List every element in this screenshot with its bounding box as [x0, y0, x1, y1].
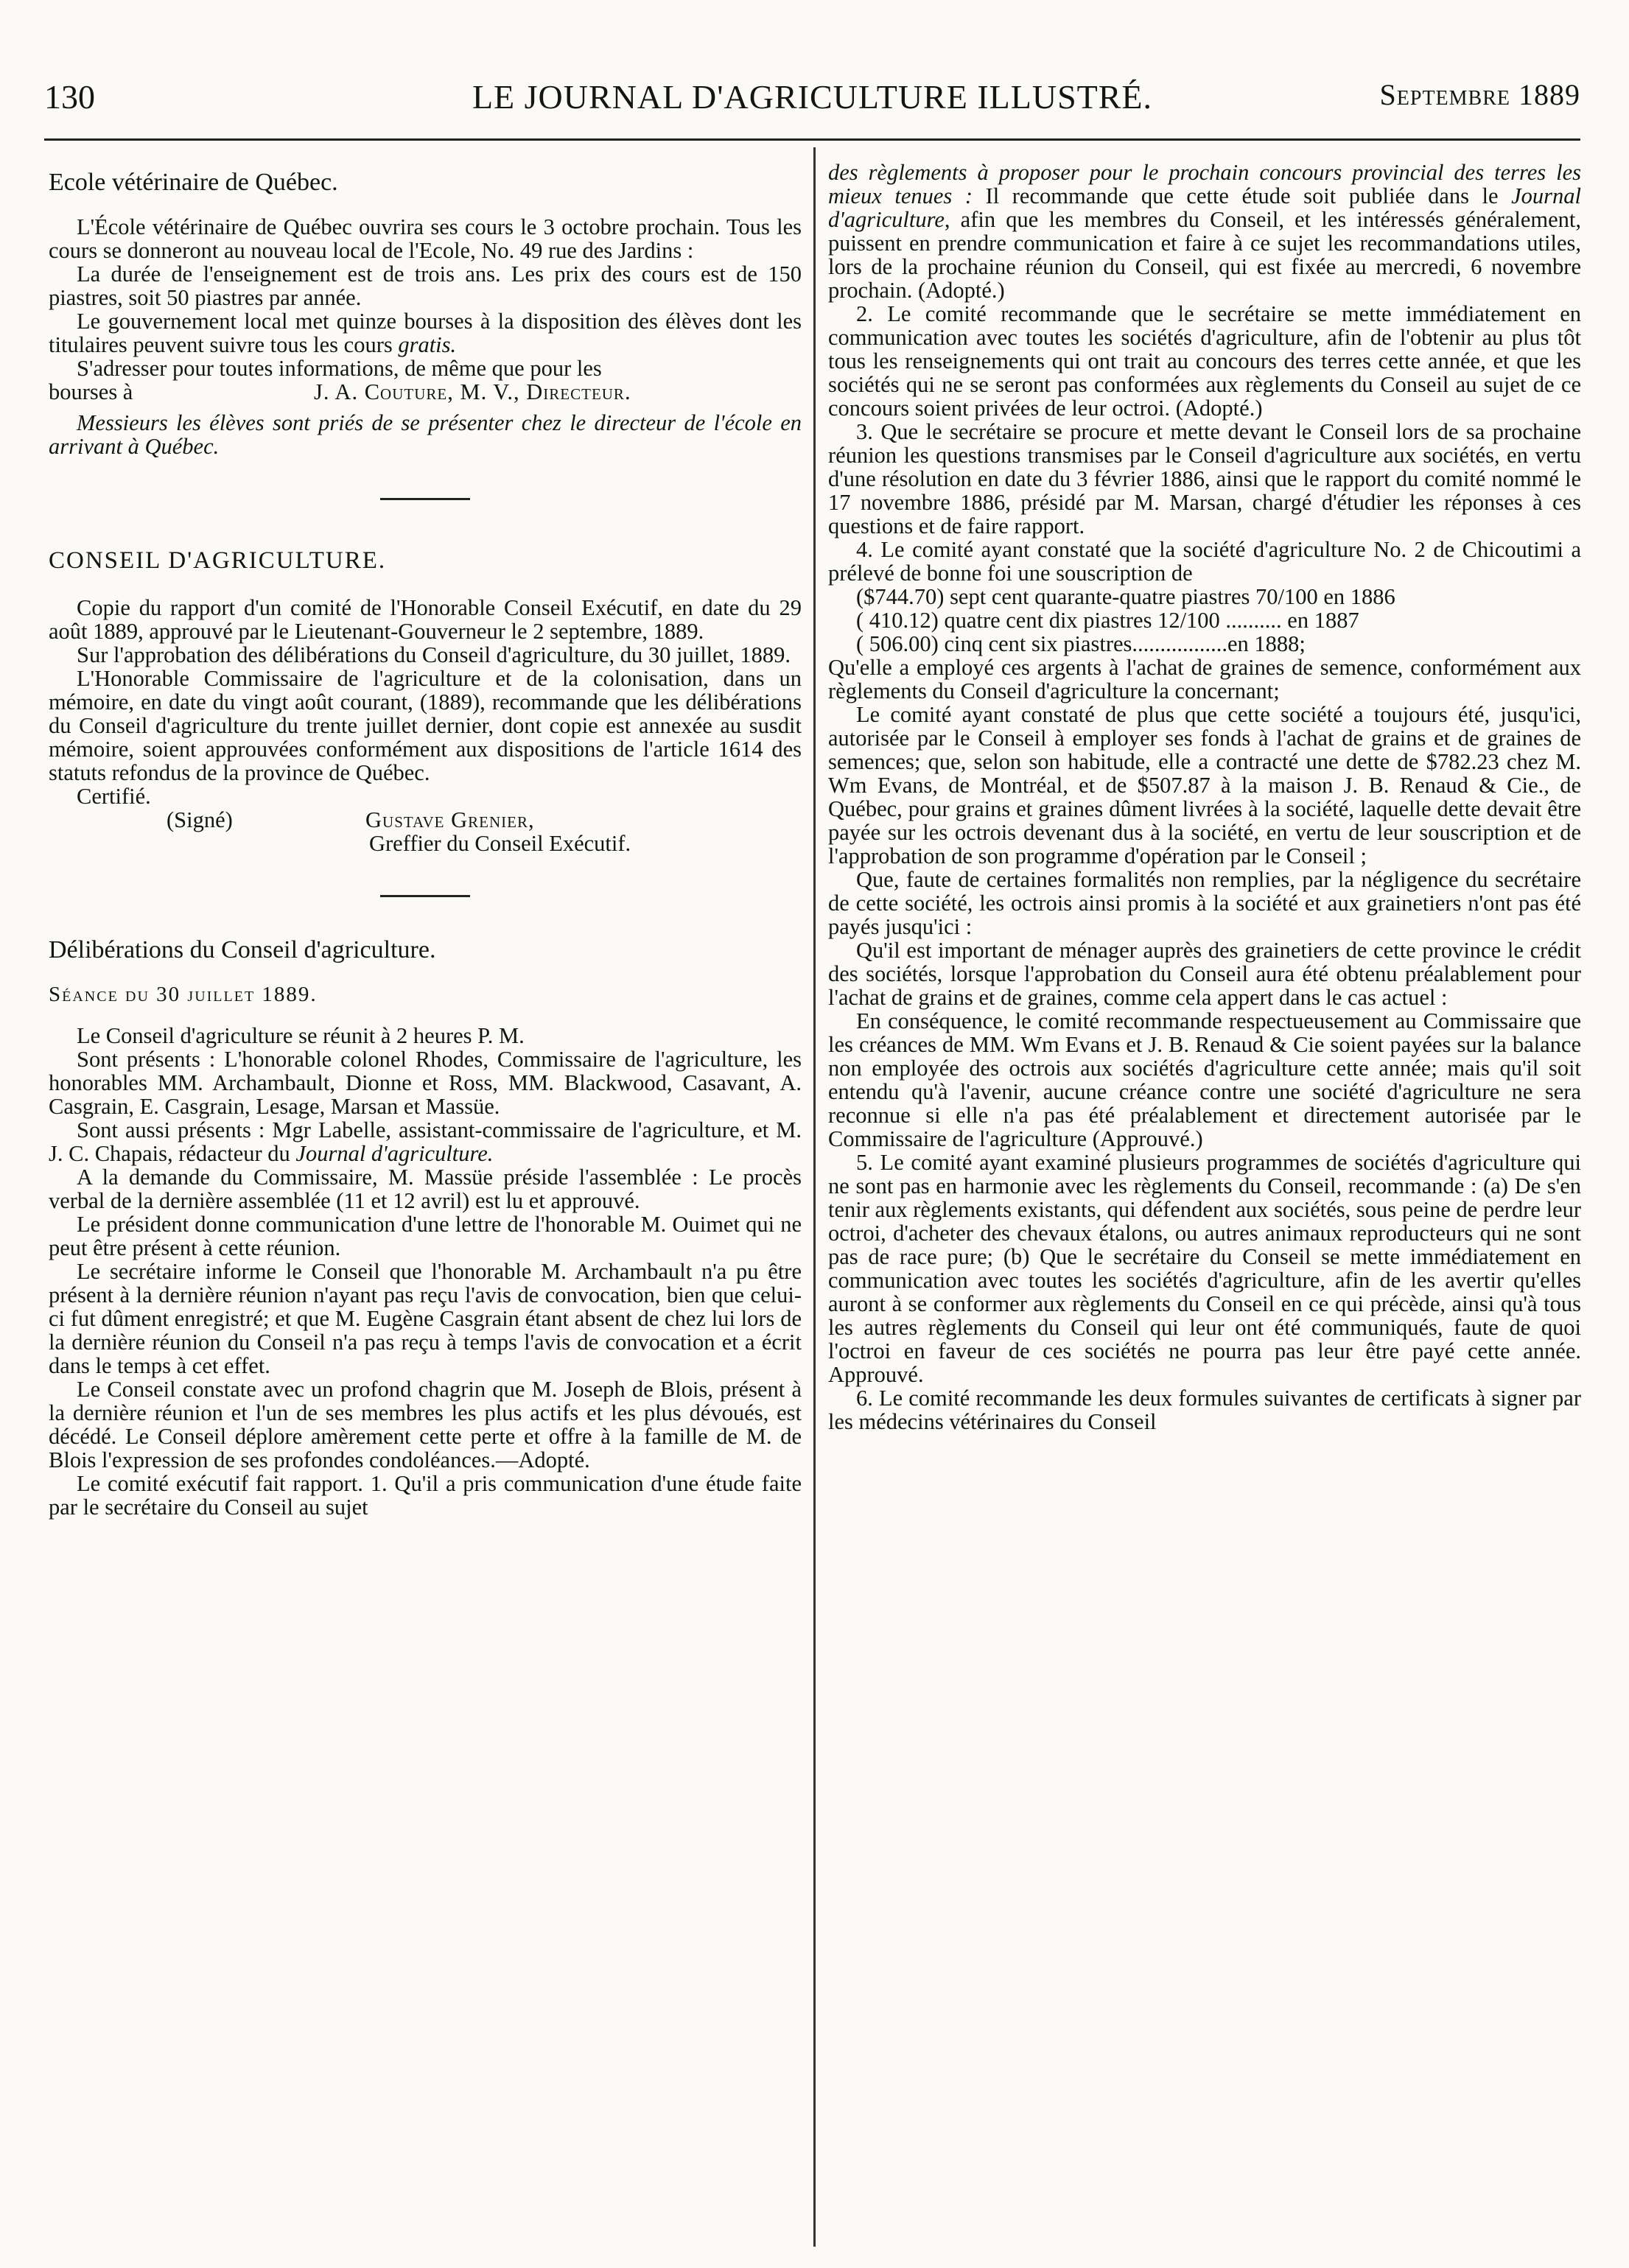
ecole-paragraph: L'École vétérinaire de Québec ouvrira ses cours le 3 octobre prochain. Tous les cours se donneront au nouveau local de l'Ecole, No. 49 rue des Jardins : [49, 214, 802, 263]
report-paragraph: Qu'il est important de ménager auprès des grainetiers de cette province le crédit des sociétés, lorsque l'approbation du Conseil aura été obtenu préalablement pour l'achat de grains et de graines, comme cela appert dans le cas actuel : [828, 938, 1581, 1010]
subscription-line: ($744.70) sept cent quarante-quatre piastres 70/100 en 1886 [856, 584, 1395, 609]
journal-name: Journal d'agriculture [828, 183, 1582, 232]
ecole-paragraph: S'adresser pour toutes informations, de même que pour les [77, 356, 602, 381]
page-number: 130 [44, 78, 95, 116]
report-paragraph [828, 161, 1581, 302]
ecole-notice-text: Messieurs les élèves sont priés de se présenter chez le directeur de l'école en arrivant à Québec. [49, 410, 802, 459]
deliberation-paragraph [49, 1118, 802, 1165]
journal-name: Journal d'agriculture. [295, 1141, 494, 1166]
signer-title: Greffier du Conseil Exécutif. [369, 831, 631, 856]
ecole-director: J. A. Couture, M. V., Directeur. [314, 379, 631, 404]
deliberations-title: Délibérations du Conseil d'agriculture. [49, 936, 436, 963]
deliberation-text: Sont aussi présents : Mgr Labelle, assistant-commissaire de l'agriculture, et M. J. C. Chapais, rédacteur du [49, 1117, 802, 1166]
deliberation-paragraph: Le président donne communication d'une lettre de l'honorable M. Ouimet qui ne peut être présent à cette réunion. [49, 1212, 802, 1260]
deliberation-paragraph: Le Conseil d'agriculture se réunit à 2 heures P. M. [77, 1023, 525, 1048]
ecole-address-line [49, 380, 802, 404]
ecole-bourses: bourses à [49, 379, 133, 404]
subscription-line: ( 506.00) cinq cent six piastres.................en 1888; [856, 631, 1306, 656]
deliberation-paragraph: Le Conseil constate avec un profond chagrin que M. Joseph de Blois, présent à la dernière réunion et l'un de ses membres les plus actifs et les plus dévoués, est décédé. Le Conseil déplore amèrement cette perte et offre à la famille de M. de Blois l'expression de ses profondes condoléances.—Adopté. [49, 1377, 802, 1472]
running-header [44, 77, 1580, 122]
report-paragraph: 3. Que le secrétaire se procure et mette devant le Conseil lors de sa prochaine réunion les questions transmises par le Conseil d'agriculture aux sociétés, en vertu d'une résolution en date du 3 février 1886, ainsi que le rapport du comité nommé le 17 novembre 1886, présidé par M. Marsan, chargé d'étudier les réponses à ces questions et de faire rapport. [828, 419, 1581, 538]
ecole-paragraph: La durée de l'enseignement est de trois ans. Les prix des cours est de 150 piastres, soit 50 piastres par année. [49, 261, 802, 310]
report-paragraph: 2. Le comité recommande que le secrétaire se mette immédiatement en communication avec toutes les sociétés d'agriculture, afin de l'obtenir au plus tôt tous les renseignements qui ont trait au concours des terres cette année, et que les sociétés qui ne se seront pas conformées aux règlements du Conseil au sujet de ce concours soient privées de leur octroi. (Adopté.) [828, 301, 1581, 421]
deliberation-paragraph: A la demande du Commissaire, M. Massüe préside l'assemblée : Le procès verbal de la dernière assemblée (11 et 12 avril) est lu et approuvé. [49, 1165, 802, 1213]
signature-line [49, 808, 802, 832]
report-paragraph: En conséquence, le comité recommande respectueusement au Commissaire que les créances de MM. Wm Evans et J. B. Renaud & Cie soient payées sur la balance non employée des octrois aux sociétés d'agriculture cette année; mais qu'il soit entendu qu'à l'avenir, aucune créance contre une société d'agriculture ne sera reconnue si elle n'a pas été préalablement et directement autorisée par le Commissaire de l'agriculture (Approuvé.) [828, 1008, 1581, 1151]
left-column [49, 164, 802, 1519]
ecole-italic: gratis. [398, 332, 457, 357]
subscription-line: ( 410.12) quatre cent dix piastres 12/100 .......... en 1887 [856, 608, 1359, 633]
report-paragraph: 6. Le comité recommande les deux formules suivantes de certificats à signer par les médecins vétérinaires du Conseil [828, 1386, 1581, 1434]
report-italic: des règlements à proposer pour le prochain concours provincial des terres les mieux tenues : [828, 160, 1581, 208]
report-paragraph: 5. Le comité ayant examiné plusieurs programmes de sociétés d'agriculture qui ne sont pas en harmonie avec les règlements du Conseil, recommande : (a) De s'en tenir aux règlements existants, qui défendent aux sociétés, sous peine de perdre leur octroi, d'acheter des chevaux étalons, ou autres animaux reproducteurs qui ne sont pas de race pure; (b) Que le secrétaire du Conseil se mette immédiatement en communication avec toutes les sociétés d'agriculture, afin de les avertir qu'elles auront à se conformer aux règlements du Conseil en ce qui précède, ainsi qu'à tous les autres règlements du Conseil qui leur ont été communiqués, faute de quoi l'octroi en faveur de ces sociétés ne pourra pas leur être payé cette année. Approuvé. [828, 1150, 1581, 1387]
column-rule [813, 147, 816, 2247]
seance-date: Séance du 30 juillet 1889. [49, 983, 318, 1006]
signer-name: Gustave Grenier, [365, 807, 535, 832]
ecole-paragraph [49, 309, 802, 357]
report-paragraph: Que, faute de certaines formalités non remplies, par la négligence du secrétaire de cette société, les octrois ainsi promis à la société et aux grainetiers n'ont pas été payés jusqu'ici : [828, 867, 1581, 939]
right-column [828, 161, 1581, 1433]
report-text: , afin que les membres du Conseil, et les intéressés généralement, puissent en prendre communication et faire à ce sujet les recommandations utiles, lors de la prochaine réunion du Conseil, qui est fixée au mercredi, 6 novembre prochain. (Adopté.) [828, 207, 1581, 303]
ecole-notice [49, 411, 802, 458]
signature-title-line [49, 832, 802, 855]
conseil-paragraph: L'Honorable Commissaire de l'agriculture et de la colonisation, dans un mémoire, en date du vingt août courant, (1889), recommande que les délibérations du Conseil d'agriculture du trente juillet dernier, dont copie est annexée au susdit mémoire, soient approuvées conformément aux dispositions de l'article 1614 des statuts refondus de la province de Québec. [49, 666, 802, 785]
report-text: Il recommande que cette étude soit publiée dans le [985, 183, 1499, 208]
signe-label: (Signé) [167, 807, 233, 832]
conseil-paragraph: Copie du rapport d'un comité de l'Honorable Conseil Exécutif, en date du 29 août 1889, approuvé par le Lieutenant-Gouverneur le 2 septembre, 1889. [49, 595, 802, 644]
header-rule [44, 138, 1580, 141]
report-paragraph: 4. Le comité ayant constaté que la société d'agriculture No. 2 de Chicoutimi a prélevé de bonne foi une souscription de [828, 537, 1581, 586]
deliberation-paragraph: Sont présents : L'honorable colonel Rhodes, Commissaire de l'agriculture, les honorables MM. Archambault, Dionne et Ross, MM. Blackwood, Casavant, A. Casgrain, E. Casgrain, Lesage, Marsan et Massüe. [49, 1047, 802, 1119]
report-paragraph: Qu'elle a employé ces argents à l'achat de graines de semence, conformément aux règlements du Conseil d'agriculture la concernant; [828, 655, 1581, 703]
deliberation-paragraph: Le secrétaire informe le Conseil que l'honorable M. Archambault n'a pu être présent à la dernière réunion n'ayant pas reçu l'avis de convocation, bien que celui-ci fut dûment enregistré; et que M. Eugène Casgrain étant absent de chez lui lors de la dernière réunion du Conseil n'a pas reçu à temps l'avis de convocation et a écrit dans le temps à cet effet. [49, 1259, 802, 1378]
journal-title: LE JOURNAL D'AGRICULTURE ILLUSTRÉ. [472, 78, 1153, 116]
report-paragraph: Le comité ayant constaté de plus que cette société a toujours été, jusqu'ici, autorisée par le Conseil à employer ses fonds à l'achat de grains et de graines de semences; que, selon son habitude, elle a contracté une dette de $782.23 chez M. Wm Evans, de Montréal, et de $507.87 à la maison J. B. Renaud & Cie., de Québec, pour grains et graines dûment livrées à la société, laquelle dette devait être payée sur les octrois devenant dus à la société, en vertu de leur souscription et de l'approbation de son programme d'opération par le Conseil ; [828, 702, 1581, 868]
deliberation-paragraph: Le comité exécutif fait rapport. 1. Qu'il a pris communication d'une étude faite par le secrétaire du Conseil au sujet [49, 1471, 802, 1520]
certifie: Certifié. [77, 784, 151, 809]
conseil-title: CONSEIL D'AGRICULTURE. [49, 547, 387, 574]
conseil-paragraph: Sur l'approbation des délibérations du Conseil d'agriculture, du 30 juillet, 1889. [77, 642, 791, 667]
issue-date: Septembre 1889 [1379, 78, 1580, 111]
ecole-text: Le gouvernement local met quinze bourses à la disposition des élèves dont les titulaires peuvent suivre tous les cours [49, 309, 802, 357]
ecole-title: Ecole vétérinaire de Québec. [49, 169, 338, 196]
